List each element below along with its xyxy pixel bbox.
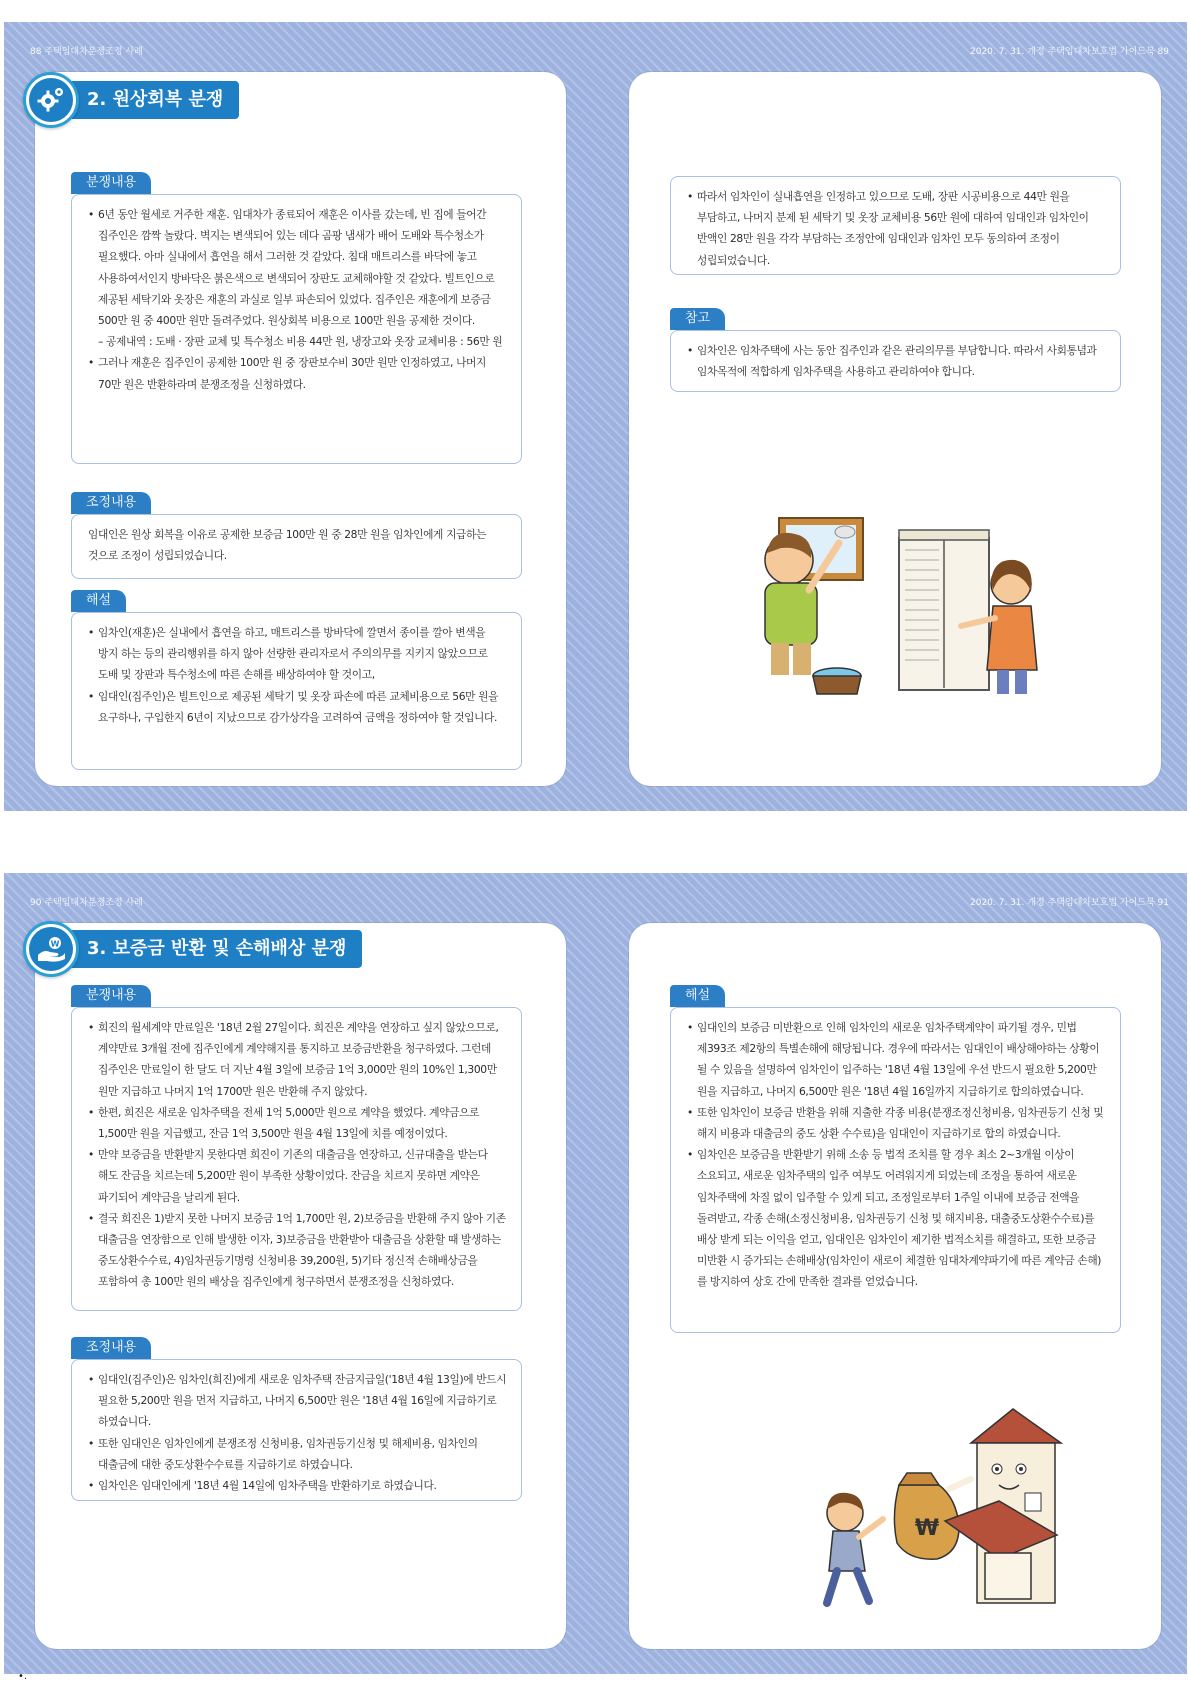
list-item: • 임차인은 임대인에게 '18년 4월 14일에 임차주택을 반환하기로 하였습니다. xyxy=(88,1475,507,1496)
section-title: 2. 원상회복 분쟁 xyxy=(63,81,239,119)
conclusion-box xyxy=(670,176,1121,275)
page-88 xyxy=(35,72,566,786)
page-89 xyxy=(629,72,1161,786)
section-badge xyxy=(23,72,79,128)
svg-text:₩: ₩ xyxy=(914,1516,940,1541)
commentary-box xyxy=(670,1007,1121,1333)
tab-commentary: 해설 xyxy=(71,590,126,612)
list-item: • 임차인은 보증금을 반환받기 위해 소송 등 법적 조치를 할 경우 최소 2~3개월 이상이 소요되고, 새로운 임차주택의 입주 여부도 어려워지게 되었는데 조정을 통하여 새로운 임차주택에 차질 없이 입주할 수 있게 되고, 조정일로부터 1주일 이내에 보증금 전액을 돌려받고, 각종 손해(소정신청비용, 임차권등기 신청 및 해지비용, 대출중도상환수수료)를 배상 받게 되는 이익을 얻고, 임대인은 임차인이 제기한 법적소치를 해결하고, 또한 보증금 미반환 시 증가되는 손해배상(임차인이 새로이 체결한 임대차계약파기에 따른 계약금 손해)를 방지하여 상호 간에 만족한 결과를 얻었습니다. xyxy=(687,1144,1106,1292)
mediation-content-box xyxy=(71,514,522,579)
list-item: • 한편, 희진은 새로운 임차주택을 전세 1억 5,000만 원으로 계약을 했었다. 계약금으로 1,500만 원을 지급했고, 잔금 1억 3,500만 원을 4월 13일에 치를 예정이었다. xyxy=(88,1102,507,1144)
page-90 xyxy=(35,923,566,1649)
list-item: • 또한 임차인이 보증금 반환을 위해 지출한 각종 비용(분쟁조정신청비용, 임차권등기 신청 및 해지 비용과 대출금의 중도 상환 수수료)을 임대인이 지급하기로 합의 하였습니다. xyxy=(687,1102,1106,1144)
deposit-return-illustration xyxy=(799,1403,1099,1623)
list-item: • 임대인의 보증금 미반환으로 인해 임차인의 새로운 임차주택계약이 파기될 경우, 민법 제393조 제2항의 특별손해에 해당됩니다. 경우에 따라서는 임대인이 배상해야하는 상황이 될 수 있음을 설명하여 임차인이 입주하는 '18년 4월 13일에 우선 반드시 필요한 5,200만 원을 지급하고, 나머지 6,500만 원은 '18년 4월 16일까지 지급하기로 합의하였습니다. xyxy=(687,1017,1106,1102)
section-badge xyxy=(23,921,79,977)
list-sub-item: – 공제내역 : 도배 · 장판 교체 및 특수청소 비용 44만 원, 냉장고와 옷장 교체비용 : 56만 원 xyxy=(98,335,503,349)
dispute-content-box xyxy=(71,194,522,464)
list-item: • 임대인(집주인)은 임차인(희진)에게 새로운 임차주택 잔금지급일('18년 4월 13일)에 반드시 필요한 5,200만 원을 먼저 지급하고, 나머지 6,500만 원은 '18년 4월 16일에 지급하기로 하였습니다. xyxy=(88,1369,507,1433)
hand-coin-icon xyxy=(35,933,67,965)
section-title: 3. 보증금 반환 및 손해배상 분쟁 xyxy=(63,930,362,968)
spread-pages-90-91 xyxy=(4,873,1187,1674)
tab-mediation-content: 조정내용 xyxy=(71,1337,151,1359)
list-item: • 임차인은 임차주택에 사는 동안 집주인과 같은 관리의무를 부담합니다. 따라서 사회통념과 임차목적에 적합하게 임차주택을 사용하고 관리하여야 합니다. xyxy=(687,340,1106,382)
sub-item-text: 공제내역 : 도배 · 장판 교체 및 특수청소 비용 44만 원, 냉장고와 옷장 교체비용 : 56만 원 xyxy=(106,335,503,349)
page-91 xyxy=(629,923,1161,1649)
list-item: • 임대인(집주인)은 빌트인으로 제공된 세탁기 및 옷장 파손에 따른 교체비용으로 56만 원을 요구하나, 구입한지 6년이 지났으므로 감가상각을 고려하여 금액을 정하여야 할 것입니다. xyxy=(88,686,507,728)
list-item: • 그러나 재훈은 집주인이 공제한 100만 원 중 장판보수비 30만 원만 인정하였고, 나머지 70만 원은 반환하라며 분쟁조정을 신청하였다. xyxy=(88,352,507,394)
section-heading xyxy=(23,921,362,977)
footer-mark: •. xyxy=(18,1671,28,1682)
page-folio-left: 90 주택임대차분쟁조정 사례 xyxy=(30,898,143,908)
list-item: • 만약 보증금을 반환받지 못한다면 희진이 기존의 대출금을 연장하고, 신규대출을 받는다 해도 잔금을 치르는데 5,200만 원이 부족한 상황이었다. 잔금을 치르지 못하면 계약은 파기되어 계약금을 날리게 된다. xyxy=(88,1144,507,1208)
tab-commentary: 해설 xyxy=(670,985,725,1007)
section-heading xyxy=(23,72,239,128)
gears-icon xyxy=(35,84,67,116)
tab-mediation-content: 조정내용 xyxy=(71,492,151,514)
dispute-content-box xyxy=(71,1007,522,1311)
page-folio-left: 88 주택임대차분쟁조정 사례 xyxy=(30,47,143,57)
list-item: • 따라서 임차인이 실내흡연을 인정하고 있으므로 도배, 장판 시공비용으로 44만 원을 부담하고, 나머지 분제 된 세탁기 및 옷장 교체비용 56만 원에 대하여 임대인과 임차인이 반액인 28만 원을 각각 부담하는 조정안에 임대인과 임차인 모두 동의하여 조정이 성립되었습니다. xyxy=(687,186,1106,271)
page-folio-right: 2020. 7. 31. 개정 주택임대차보호법 가이드북 89 xyxy=(970,47,1169,57)
list-item: • 6년 동안 월세로 거주한 재훈. 임대차가 종료되어 재훈은 이사를 갔는데, 빈 집에 들어간 집주인은 깜짝 놀랐다. 벽지는 변색되어 있는 데다 곰팡 냄새가 배어 도배와 특수청소가 필요했다. 아마 실내에서 흡연을 해서 그러한 것 같았다. 침대 매트리스를 바닥에 놓고 사용하여서인지 방바닥은 붉은색으로 변색되어 장판도 교체해야할 것 같았다. 빌트인으로 제공된 세탁기와 옷장은 재훈의 과실로 일부 파손되어 있었다. 집주인은 재훈에게 보증금 500만 원 중 400만 원만 돌려주었다. 원상회복 비용으로 100만 원을 공제한 것이다. xyxy=(88,204,507,331)
list-item: • 임차인(재훈)은 실내에서 흡연을 하고, 매트리스를 방바닥에 깔면서 종이를 깔아 변색을 방지 하는 등의 관리행위를 하지 않아 선량한 관리자로서 주의의무를 지키지 않았으므로 도배 및 장판과 특수청소에 따른 손해를 배상하여야 할 것이고, xyxy=(88,622,507,686)
page-folio-right: 2020. 7. 31. 개정 주택임대차보호법 가이드북 91 xyxy=(970,898,1169,908)
list-item: • 희진의 월세계약 만료일은 '18년 2월 27일이다. 희진은 계약을 연장하고 싶지 않았으므로, 계약만료 3개월 전에 집주인에게 계약해지를 통지하고 보증금반환을 청구하였다. 그런데 집주인은 만료일이 한 달도 더 지난 4월 3일에 보증금 1억 3,000만 원의 10%인 1,300만 원만 지급하고 나머지 1억 1700만 원은 반환해 주지 않았다. xyxy=(88,1017,507,1102)
reference-box xyxy=(670,330,1121,392)
tab-dispute-content: 분쟁내용 xyxy=(71,985,151,1007)
spread-pages-88-89 xyxy=(4,22,1187,811)
list-item: • 결국 희진은 1)받지 못한 나머지 보증금 1억 1,700만 원, 2)보증금을 반환해 주지 않아 기존 대출금을 연장함으로 인해 발생한 이자, 3)보증금을 반환받아 대출금을 상환할 때 발생하는 중도상환수수료, 4)임차권등기명령 신청비용 39,200원, 5)기타 정신적 손해배상금을 포함하여 총 100만 원의 배상을 집주인에게 청구하면서 분쟁조정을 신청하였다. xyxy=(88,1208,507,1293)
tab-dispute-content: 분쟁내용 xyxy=(71,172,151,194)
tab-reference: 참고 xyxy=(670,308,725,330)
mediation-text: 임대인은 원상 회복을 이유로 공제한 보증금 100만 원 중 28만 원을 임차인에게 지급하는 것으로 조정이 성립되었습니다. xyxy=(88,528,486,563)
mediation-content-box xyxy=(71,1359,522,1501)
svg-text:W: W xyxy=(50,939,60,949)
list-item: • 또한 임대인은 임차인에게 분쟁조정 신청비용, 임차권등기신청 및 해제비용, 임차인의 대출금에 대한 중도상환수수료를 지급하기로 하였습니다. xyxy=(88,1433,507,1475)
cleaning-illustration xyxy=(749,498,1049,698)
commentary-box xyxy=(71,612,522,770)
